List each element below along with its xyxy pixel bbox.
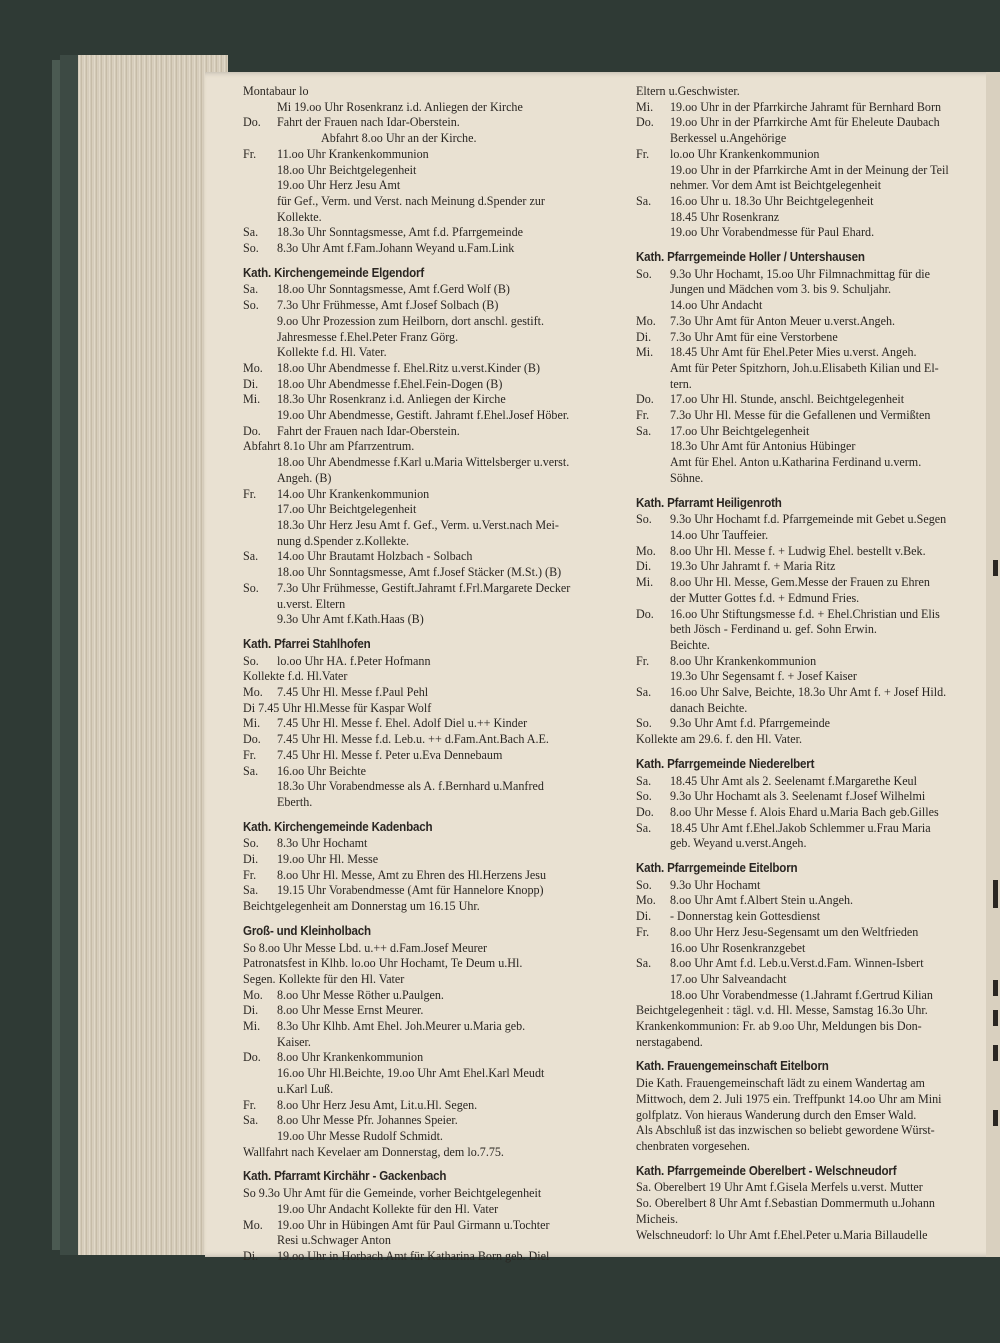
entry-text: 8.3o Uhr Klhb. Amt Ehel. Joh.Meurer u.Maria geb. [277, 1019, 526, 1034]
text-line: 9.3o Uhr Amt f.Kath.Haas (B) [277, 612, 424, 627]
entry-text: - Donnerstag kein Gottesdienst [670, 909, 821, 924]
page-edges [60, 55, 228, 1255]
text-line: Micheis. [636, 1211, 678, 1226]
section-heading: Kath. Pfarrgemeinde Niederelbert [636, 756, 815, 771]
text-line: Als Abschluß ist das inzwischen so beliebt gewordene Würst- [636, 1123, 935, 1138]
text-line: Resi u.Schwager Anton [277, 1233, 391, 1248]
weekday-label: Sa. [243, 225, 259, 240]
text-line: Patronatsfest in Klhb. lo.oo Uhr Hochamt, Te Deum u.Hl. [243, 956, 523, 971]
text-line: 19.oo Uhr Herz Jesu Amt [277, 178, 401, 193]
text-line: 17.oo Uhr Salveandacht [670, 971, 787, 986]
margin-mark [993, 980, 998, 996]
text-line: danach Beichte. [670, 700, 748, 715]
text-line: geb. Weyand u.verst.Angeh. [670, 836, 807, 851]
text-line: u.verst. Eltern [277, 596, 346, 611]
schedule-entry [636, 805, 986, 821]
schedule-entry [243, 1113, 638, 1129]
schedule-entry [636, 607, 986, 623]
weekday-label: Do. [636, 804, 654, 819]
weekday-label: So. [636, 512, 652, 527]
weekday-label: Fr. [243, 146, 257, 161]
text-line: chenbraten vorgesehen. [636, 1139, 750, 1153]
weekday-label: Do. [636, 115, 654, 130]
text-line: 18.3o Uhr Herz Jesu Amt f. Gef., Verm. u.Verst.nach Mei- [277, 517, 559, 532]
entry-text: 8.oo Uhr Amt f.d. Leb.u.Verst.d.Fam. Winnen-Isbert [670, 956, 924, 971]
schedule-entry [636, 654, 986, 670]
entry-text: 8.oo Uhr Hl. Messe, Amt zu Ehren des Hl.Herzens Jesu [277, 867, 547, 882]
schedule-entry [243, 581, 638, 597]
text-line: Abfahrt 8.oo Uhr an der Kirche. [321, 131, 477, 146]
text-line: Sa. Oberelbert 19 Uhr Amt f.Gisela Merfels u.verst. Mutter [636, 1180, 923, 1195]
entry-text: 18.3o Uhr Rosenkranz i.d. Anliegen der Kirche [277, 392, 506, 407]
weekday-label: Mo. [636, 313, 656, 328]
weekday-label: So. [243, 580, 259, 595]
text-line: 16.oo Uhr Rosenkranzgebet [670, 940, 806, 955]
schedule-entry [243, 836, 638, 852]
section-heading: Kath. Kirchengemeinde Elgendorf [243, 265, 424, 280]
entry-text: 7.3o Uhr Amt für eine Verstorbene [670, 329, 838, 344]
schedule-entry [243, 883, 638, 899]
entry-text: 7.45 Uhr Hl. Messe f.Paul Pehl [277, 685, 429, 700]
weekday-label: Do. [636, 392, 654, 407]
weekday-label: Fr. [636, 408, 650, 423]
entry-text: 19.3o Uhr Jahramt f. + Maria Ritz [670, 559, 836, 574]
text-line: nehmer. Vor dem Amt ist Beichtgelegenheit [670, 178, 882, 193]
schedule-entry [636, 147, 986, 163]
section-heading: Kath. Pfarrei Stahlhofen [243, 636, 371, 651]
schedule-entry [636, 774, 986, 790]
text-line: 18.oo Uhr Abendmesse f.Karl u.Maria Wittelsberger u.verst. [277, 455, 570, 470]
weekday-label: Mo. [243, 987, 263, 1002]
weekday-label: Do. [243, 423, 261, 438]
weekday-label: Do. [243, 1050, 261, 1065]
schedule-entry [636, 544, 986, 560]
entry-text: Fahrt der Frauen nach Idar-Oberstein. [277, 423, 460, 438]
text-line: Amt für Peter Spitzhorn, Joh.u.Elisabeth Kilian und El- [670, 360, 939, 375]
weekday-label: Sa. [243, 282, 259, 297]
text-line: 18.45 Uhr Rosenkranz [670, 209, 780, 224]
weekday-label: Di. [243, 852, 259, 867]
entry-text: 8.3o Uhr Amt f.Fam.Johann Weyand u.Fam.Link [277, 241, 515, 256]
schedule-entry [636, 716, 986, 732]
weekday-label: Di. [636, 329, 652, 344]
text-line: nerstagabend. [636, 1034, 703, 1049]
weekday-label: Fr. [243, 1097, 257, 1112]
text-line: u.Karl Luß. [277, 1081, 334, 1096]
schedule-entry [636, 512, 986, 528]
entry-text: 9.3o Uhr Hochamt als 3. Seelenamt f.Josef Wilhelmi [670, 789, 926, 804]
entry-text: 7.3o Uhr Frühmesse, Gestift.Jahramt f.Frl.Margarete Decker [277, 580, 571, 595]
weekday-label: Do. [636, 606, 654, 621]
entry-text: 14.oo Uhr Krankenkommunion [277, 486, 430, 501]
text-line: 18.oo Uhr Beichtgelegenheit [277, 162, 417, 177]
weekday-label: Mi. [636, 575, 654, 590]
schedule-entry [636, 330, 986, 346]
weekday-label: Fr. [243, 867, 257, 882]
entry-text: 7.45 Uhr Hl. Messe f.d. Leb.u. ++ d.Fam.Ant.Bach A.E. [277, 732, 549, 747]
text-line: So. Oberelbert 8 Uhr Amt f.Sebastian Dommermuth u.Johann [636, 1196, 935, 1211]
weekday-label: Sa. [243, 1113, 259, 1128]
schedule-entry [636, 821, 986, 837]
weekday-label: Mi. [636, 345, 654, 360]
schedule-entry [636, 575, 986, 591]
schedule-entry [636, 893, 986, 909]
text-line: Di 7.45 Uhr Hl.Messe für Kaspar Wolf [243, 700, 432, 715]
weekday-label: Di. [243, 1003, 259, 1018]
text-line: So 8.oo Uhr Messe Lbd. u.++ d.Fam.Josef Meurer [243, 940, 488, 955]
weekday-label: So. [243, 298, 259, 313]
text-line: Montabaur lo [243, 84, 309, 98]
weekday-label: Mi. [243, 716, 261, 731]
weekday-label: Sa. [636, 685, 652, 700]
entry-text: 17.oo Uhr Beichtgelegenheit [670, 423, 810, 438]
schedule-entry [636, 408, 986, 424]
weekday-label: Di. [243, 1248, 259, 1263]
text-line: nung d.Spender z.Kollekte. [277, 533, 409, 548]
text-line: 19.oo Uhr Andacht Kollekte für den Hl. Vater [277, 1201, 499, 1216]
entry-text: 19.oo Uhr in der Pfarrkirche Amt für Eheleute Daubach [670, 115, 940, 130]
entry-text: 8.3o Uhr Hochamt [277, 836, 368, 851]
entry-text: 8.oo Uhr Herz Jesu Amt, Lit.u.Hl. Segen. [277, 1097, 478, 1112]
weekday-label: So. [243, 836, 259, 851]
entry-text: 9.3o Uhr Hochamt f.d. Pfarrgemeinde mit Gebet u.Segen [670, 512, 947, 527]
margin-mark [993, 1110, 998, 1126]
entry-text: lo.oo Uhr Krankenkommunion [670, 146, 820, 161]
entry-text: 8.oo Uhr Krankenkommunion [670, 653, 817, 668]
schedule-entry [243, 1218, 638, 1234]
weekday-label: So. [243, 653, 259, 668]
schedule-entry [243, 424, 638, 440]
text-line: Söhne. [670, 470, 704, 485]
left-column [243, 84, 638, 1265]
weekday-label: Sa. [636, 773, 652, 788]
text-line: 14.oo Uhr Andacht [670, 298, 763, 313]
text-line: Berkessel u.Angehörige [670, 131, 787, 146]
entry-text: 7.3o Uhr Amt für Anton Meuer u.verst.Angeh. [670, 313, 896, 328]
text-line: Beichtgelegenheit am Donnerstag um 16.15 Uhr. [243, 899, 480, 914]
entry-text: 8.oo Uhr Messe f. Alois Ehard u.Maria Bach geb.Gilles [670, 804, 939, 819]
entry-text: 9.3o Uhr Amt f.d. Pfarrgemeinde [670, 716, 830, 731]
section-heading: Kath. Pfarramt Kirchähr - Gackenbach [243, 1169, 447, 1184]
text-line: 19.oo Uhr Messe Rudolf Schmidt. [277, 1129, 443, 1143]
weekday-label: Sa. [636, 956, 652, 971]
entry-text: 8.oo Uhr Herz Jesu-Segensamt um den Weltfrieden [670, 924, 919, 939]
schedule-entry [243, 748, 638, 764]
text-line: Kaiser. [277, 1034, 311, 1049]
weekday-label: So. [636, 789, 652, 804]
entry-text: 19.15 Uhr Vorabendmesse (Amt für Hannelore Knopp) [277, 883, 544, 898]
entry-text: 8.oo Uhr Hl. Messe, Gem.Messe der Frauen zu Ehren [670, 575, 930, 590]
weekday-label: Fr. [243, 486, 257, 501]
schedule-entry [636, 559, 986, 575]
section-heading: Kath. Pfarrgemeinde Oberelbert - Welschneudorf [636, 1163, 897, 1178]
text-line: Die Kath. Frauengemeinschaft lädt zu einem Wandertag am [636, 1076, 925, 1091]
weekday-label: Sa. [243, 883, 259, 898]
schedule-entry [636, 685, 986, 701]
entry-text: Fahrt der Frauen nach Idar-Oberstein. [277, 115, 460, 130]
schedule-entry [243, 852, 638, 868]
entry-text: 19.oo Uhr in Hübingen Amt für Paul Girmann u.Tochter [277, 1217, 550, 1232]
schedule-entry [243, 1019, 638, 1035]
schedule-entry [636, 100, 986, 116]
text-line: Beichte. [670, 637, 710, 652]
weekday-label: Do. [243, 732, 261, 747]
entry-text: 19.oo Uhr in Horbach Amt für Katharina Born geb. Diel [277, 1248, 550, 1263]
text-line: beth Jösch - Ferdinand u. gef. Sohn Erwin. [670, 622, 877, 637]
text-line: Eberth. [277, 794, 313, 809]
text-line: Jungen und Mädchen vom 3. bis 9. Schuljahr. [670, 282, 892, 297]
text-line: für Gef., Verm. und Verst. nach Meinung d.Spender zur [277, 193, 545, 208]
entry-text: 8.oo Uhr Amt f.Albert Stein u.Angeh. [670, 893, 854, 908]
text-line: Abfahrt 8.1o Uhr am Pfarrzentrum. [243, 439, 415, 454]
schedule-entry [636, 424, 986, 440]
entry-text: 16.oo Uhr Salve, Beichte, 18.3o Uhr Amt f. + Josef Hild. [670, 685, 947, 700]
text-line: Wallfahrt nach Kevelaer am Donnerstag, dem lo.7.75. [243, 1144, 504, 1159]
schedule-entry [636, 194, 986, 210]
entry-text: 7.3o Uhr Hl. Messe für die Gefallenen und Vermißten [670, 408, 931, 423]
schedule-entry [243, 241, 638, 257]
schedule-entry [636, 878, 986, 894]
entry-text: 11.oo Uhr Krankenkommunion [277, 146, 429, 161]
section-heading: Kath. Pfarrgemeinde Eitelborn [636, 861, 798, 876]
text-line: Kollekte am 29.6. f. den Hl. Vater. [636, 732, 803, 747]
schedule-entry [636, 925, 986, 941]
text-line: 19.oo Uhr Abendmesse, Gestift. Jahramt f.Ehel.Josef Höber. [277, 408, 570, 423]
entry-text: 8.oo Uhr Messe Röther u.Paulgen. [277, 987, 444, 1002]
entry-text: 14.oo Uhr Brautamt Holzbach - Solbach [277, 549, 473, 564]
schedule-entry [243, 716, 638, 732]
schedule-entry [243, 147, 638, 163]
weekday-label: Mo. [243, 685, 263, 700]
margin-mark [993, 1045, 998, 1061]
text-line: 17.oo Uhr Beichtgelegenheit [277, 502, 417, 517]
text-line: Jahresmesse f.Ehel.Peter Franz Görg. [277, 329, 459, 344]
weekday-label: Sa. [636, 820, 652, 835]
weekday-label: Mi. [243, 392, 261, 407]
weekday-label: So. [636, 877, 652, 892]
section-heading: Kath. Frauengemeinschaft Eitelborn [636, 1059, 829, 1074]
schedule-entry [243, 549, 638, 565]
entry-text: 18.45 Uhr Amt f.Ehel.Jakob Schlemmer u.Frau Maria [670, 820, 931, 835]
text-line: 9.oo Uhr Prozession zum Heilborn, dort anschl. gestift. [277, 313, 545, 328]
weekday-label: Fr. [636, 146, 650, 161]
text-line: Kollekte f.d. Hl. Vater. [277, 345, 387, 360]
text-line: Mittwoch, dem 2. Juli 1975 ein. Treffpunkt 14.oo Uhr am Mini [636, 1091, 942, 1106]
schedule-entry [243, 282, 638, 298]
entry-text: 18.oo Uhr Abendmesse f.Ehel.Fein-Dogen (B) [277, 376, 503, 391]
text-line: golfplatz. Von hieraus Wanderung durch den Emser Wald. [636, 1107, 917, 1122]
weekday-label: Fr. [636, 653, 650, 668]
text-line: Welschneudorf: lo Uhr Amt f.Ehel.Peter u.Maria Billaudelle [636, 1227, 928, 1242]
entry-text: 19.oo Uhr in der Pfarrkirche Jahramt für Bernhard Born [670, 99, 942, 114]
text-line: Krankenkommunion: Fr. ab 9.oo Uhr, Meldungen bis Don- [636, 1019, 922, 1034]
entry-text: 18.oo Uhr Sonntagsmesse, Amt f.Gerd Wolf (B) [277, 282, 510, 297]
schedule-entry [243, 868, 638, 884]
schedule-entry [243, 988, 638, 1004]
schedule-entry [243, 361, 638, 377]
text-line: Eltern u.Geschwister. [636, 84, 740, 98]
section-heading: Groß- und Kleinholbach [243, 923, 371, 938]
entry-text: 8.oo Uhr Krankenkommunion [277, 1050, 424, 1065]
text-line: 19.oo Uhr Vorabendmesse für Paul Ehard. [670, 225, 875, 240]
entry-text: 9.3o Uhr Hochamt [670, 877, 761, 892]
schedule-entry [636, 392, 986, 408]
entry-text: 8.oo Uhr Hl. Messe f. + Ludwig Ehel. bestellt v.Bek. [670, 543, 926, 558]
text-line: 18.oo Uhr Vorabendmesse (1.Jahramt f.Gertrud Kilian [670, 987, 933, 1002]
entry-text: 7.45 Uhr Hl. Messe f. Peter u.Eva Dennebaum [277, 747, 503, 762]
right-column [636, 84, 986, 1243]
schedule-entry [636, 345, 986, 361]
section-heading: Kath. Pfarrgemeinde Holler / Untershausen [636, 250, 865, 265]
weekday-label: Mo. [243, 1217, 263, 1232]
weekday-label: Di. [243, 376, 259, 391]
schedule-entry [243, 225, 638, 241]
weekday-label: Di. [636, 559, 652, 574]
weekday-label: Do. [243, 115, 261, 130]
weekday-label: So. [636, 716, 652, 731]
section-heading: Kath. Kirchengemeinde Kadenbach [243, 819, 433, 834]
entry-text: 18.45 Uhr Amt für Ehel.Peter Mies u.verst. Angeh. [670, 345, 917, 360]
text-line: So 9.3o Uhr Amt für die Gemeinde, vorher Beichtgelegenheit [243, 1186, 542, 1201]
entry-text: 8.oo Uhr Messe Ernst Meurer. [277, 1003, 424, 1018]
adjacent-page-strip [986, 72, 1000, 1257]
text-line: 18.3o Uhr Amt für Antonius Hübinger [670, 439, 856, 454]
text-line: 14.oo Uhr Tauffeier. [670, 527, 769, 542]
schedule-entry [636, 909, 986, 925]
entry-text: 18.oo Uhr Abendmesse f. Ehel.Ritz u.verst.Kinder (B) [277, 360, 540, 375]
entry-text: 16.oo Uhr u. 18.3o Uhr Beichtgelegenheit [670, 193, 874, 208]
weekday-label: So. [243, 241, 259, 256]
section-heading: Kath. Pfarramt Heiligenroth [636, 495, 782, 510]
schedule-entry [243, 100, 638, 116]
text-line: Segen. Kollekte für den Hl. Vater [243, 971, 405, 986]
entry-text: 9.3o Uhr Hochamt, 15.oo Uhr Filmnachmittag für die [670, 266, 930, 281]
weekday-label: Mo. [636, 543, 656, 558]
weekday-label: Mi. [636, 99, 654, 114]
entry-text: 17.oo Uhr Hl. Stunde, anschl. Beichtgelegenheit [670, 392, 905, 407]
entry-text: lo.oo Uhr HA. f.Peter Hofmann [277, 653, 431, 668]
text-line: 18.3o Uhr Vorabendmesse als A. f.Bernhard u.Manfred [277, 779, 544, 794]
entry-text: 16.oo Uhr Stiftungsmesse f.d. + Ehel.Christian und Elis [670, 606, 940, 621]
schedule-entry [243, 764, 638, 780]
text-line: tern. [670, 376, 692, 391]
entry-text: 7.3o Uhr Frühmesse, Amt f.Josef Solbach (B) [277, 298, 499, 313]
schedule-entry [636, 789, 986, 805]
schedule-entry [243, 1050, 638, 1066]
schedule-entry [243, 685, 638, 701]
weekday-label: Di. [636, 909, 652, 924]
entry-text: 8.oo Uhr Messe Pfr. Johannes Speier. [277, 1113, 458, 1128]
text-line: Kollekte f.d. Hl.Vater [243, 669, 348, 684]
text-line: 19.oo Uhr in der Pfarrkirche Amt in der Meinung der Teil [670, 162, 949, 177]
margin-mark [993, 880, 998, 908]
weekday-label: Sa. [243, 549, 259, 564]
entry-text: 16.oo Uhr Beichte [277, 763, 367, 778]
weekday-label: Fr. [636, 924, 650, 939]
entry-text: 18.45 Uhr Amt als 2. Seelenamt f.Margarethe Keul [670, 773, 917, 788]
entry-text: 19.oo Uhr Hl. Messe [277, 852, 379, 867]
weekday-label: Mo. [636, 893, 656, 908]
text-line: der Mutter Gottes f.d. + Edmund Fries. [670, 590, 860, 605]
entry-text: 7.45 Uhr Hl. Messe f. Ehel. Adolf Diel u.++ Kinder [277, 716, 528, 731]
schedule-entry [243, 1003, 638, 1019]
margin-mark [993, 560, 998, 576]
schedule-entry [243, 392, 638, 408]
schedule-entry [243, 487, 638, 503]
schedule-entry [243, 1249, 638, 1265]
entry-text: 18.3o Uhr Sonntagsmesse, Amt f.d. Pfarrgemeinde [277, 225, 523, 240]
margin-mark [993, 1010, 998, 1026]
entry-text: Mi 19.oo Uhr Rosenkranz i.d. Anliegen der Kirche [277, 99, 523, 114]
schedule-entry [636, 267, 986, 283]
text-line: 19.3o Uhr Segensamt f. + Josef Kaiser [670, 669, 857, 684]
text-line: Angeh. (B) [277, 470, 332, 485]
weekday-label: Sa. [243, 763, 259, 778]
weekday-label: Fr. [243, 747, 257, 762]
schedule-entry [243, 377, 638, 393]
weekday-label: Sa. [636, 423, 652, 438]
schedule-entry [243, 654, 638, 670]
weekday-label: Sa. [636, 193, 652, 208]
weekday-label: Mi. [243, 1019, 261, 1034]
text-line: Amt für Ehel. Anton u.Katharina Ferdinand u.verm. [670, 455, 922, 470]
schedule-entry [243, 732, 638, 748]
schedule-entry [243, 1098, 638, 1114]
text-line: 16.oo Uhr Hl.Beichte, 19.oo Uhr Amt Ehel.Karl Meudt [277, 1066, 545, 1081]
weekday-label: So. [636, 266, 652, 281]
schedule-entry [636, 115, 986, 131]
schedule-entry [243, 115, 638, 131]
text-line: Kollekte. [277, 209, 322, 224]
weekday-label: Mo. [243, 360, 263, 375]
schedule-entry [636, 956, 986, 972]
text-line: 18.oo Uhr Sonntagsmesse, Amt f.Josef Stäcker (M.St.) (B) [277, 565, 562, 580]
schedule-entry [636, 314, 986, 330]
text-line: Beichtgelegenheit : tägl. v.d. Hl. Messe, Samstag 16.3o Uhr. [636, 1003, 928, 1018]
schedule-entry [243, 298, 638, 314]
